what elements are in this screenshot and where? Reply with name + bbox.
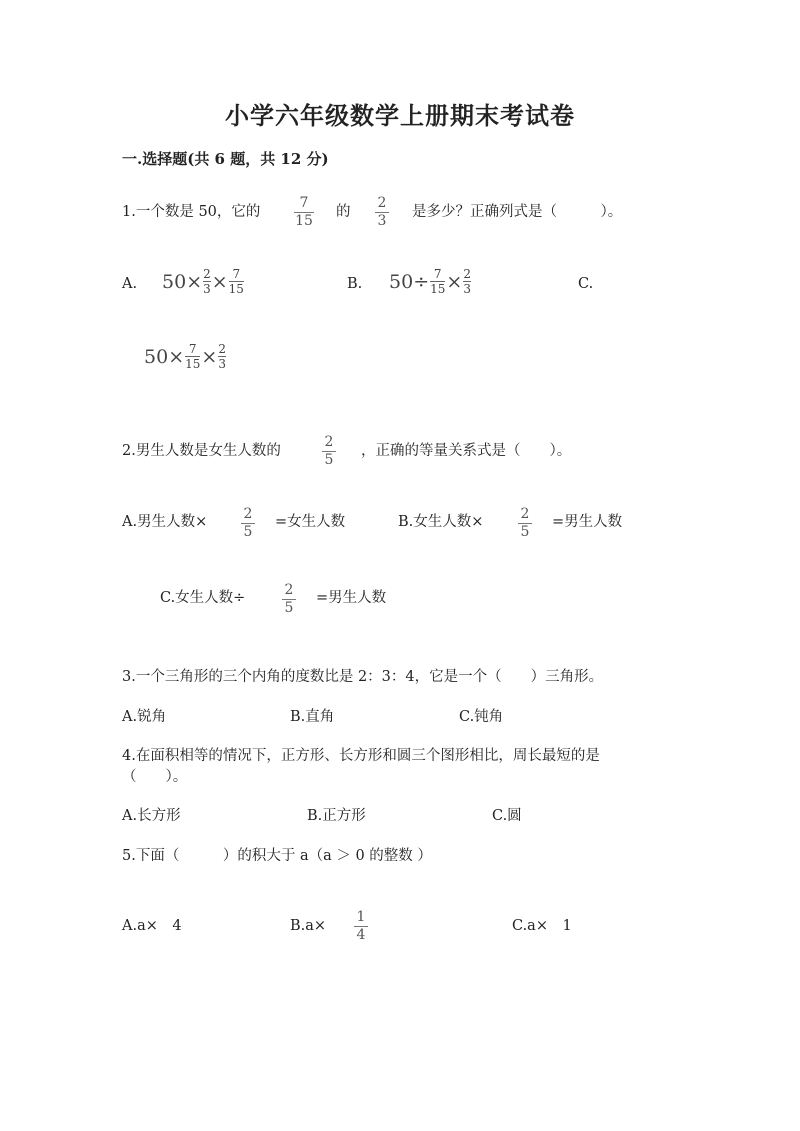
expr-operator: ×: [168, 345, 185, 368]
fraction-denominator: 5: [284, 600, 294, 616]
expr-operator: ×: [186, 270, 203, 293]
expr-fraction: [430, 268, 445, 295]
q2-text-part2: ，正确的等量关系式是（ ）。: [361, 443, 572, 459]
q4-text-line1: 4.在面积相等的情况下，正方形、长方形和圆三个图形相比，周长最短的是: [122, 748, 600, 764]
fraction-denominator: 4: [356, 927, 366, 943]
fraction-numerator: 1: [356, 909, 366, 925]
q1-text-part3: 是多少？正确列式是（ ）。: [412, 204, 623, 220]
fraction-denominator: 15: [430, 282, 446, 296]
fraction-numerator: 7: [232, 267, 241, 281]
q4-text-line2: （ ）。: [122, 769, 188, 785]
expr-number: 50: [144, 345, 169, 368]
fraction-numerator: 2: [377, 195, 387, 211]
fraction-numerator: 2: [203, 267, 211, 281]
fraction-denominator: 3: [377, 213, 387, 229]
expr-fraction: [218, 343, 226, 370]
fraction-numerator: 2: [520, 506, 530, 522]
q2-option-a-result: =女生人数: [275, 514, 346, 530]
fraction-numerator: 7: [433, 267, 442, 281]
expr-operator: ×: [446, 270, 463, 293]
fraction-numerator: 7: [299, 195, 309, 211]
q3-option-c: C.钝角: [459, 709, 504, 725]
q5-option-a: A.a× 4: [122, 918, 182, 934]
fraction-denominator: 3: [203, 282, 211, 296]
expr-fraction: [185, 343, 200, 370]
q1-option-b-label: B.: [347, 276, 363, 292]
expr-fraction: [203, 268, 211, 295]
expr-operator: ÷: [413, 270, 430, 293]
q3-text: 3.一个三角形的三个内角的度数比是 2：3：4，它是一个（ ）三角形。: [122, 669, 604, 685]
expr-number: 50: [162, 270, 187, 293]
fraction-numerator: 2: [218, 342, 226, 356]
q1-option-b-expression: [389, 268, 472, 295]
q1-option-c-expression: [144, 343, 227, 370]
q4-option-a: A.长方形: [122, 808, 181, 824]
q5-option-c: C.a× 1: [512, 918, 572, 934]
q1-option-a-label: A.: [122, 276, 138, 292]
q2-option-c-result: =男生人数: [316, 590, 387, 606]
fraction-denominator: 3: [218, 357, 226, 371]
fraction-numerator: 2: [284, 582, 294, 598]
q3-option-a: A.锐角: [122, 709, 167, 725]
q3-option-b: B.直角: [290, 709, 335, 725]
expr-fraction: [229, 268, 244, 295]
fraction-denominator: 5: [243, 524, 253, 540]
q1-option-c-label: C.: [578, 276, 594, 292]
expr-operator: ×: [211, 270, 228, 293]
q2-option-b-fraction: [518, 507, 532, 540]
fraction-numerator: 7: [188, 342, 197, 356]
fraction-denominator: 15: [185, 357, 201, 371]
q2-option-b-result: =男生人数: [552, 514, 623, 530]
q4-option-c: C.圆: [492, 808, 522, 824]
expr-fraction: [463, 268, 471, 295]
page-title: 小学六年级数学上册期末考试卷: [225, 101, 575, 130]
q2-fraction-2-5: [322, 435, 336, 468]
q5-text: 5.下面（ ）的积大于 a（a ＞ 0 的整数 ）: [122, 848, 432, 864]
fraction-numerator: 2: [324, 434, 334, 450]
fraction-denominator: 3: [463, 282, 471, 296]
expr-operator: ×: [201, 345, 218, 368]
q4-option-b: B.正方形: [307, 808, 366, 824]
fraction-denominator: 5: [520, 524, 530, 540]
q2-text-part1: 2.男生人数是女生人数的: [122, 443, 281, 459]
q2-option-c-text: C.女生人数÷: [160, 590, 246, 606]
fraction-numerator: 2: [463, 267, 471, 281]
q1-text-part2: 的: [336, 204, 351, 220]
fraction-numerator: 2: [243, 506, 253, 522]
q5-option-b: B.a×: [290, 918, 327, 934]
q2-option-b-text: B.女生人数×: [398, 514, 484, 530]
q1-text-part1: 1.一个数是 50，它的: [122, 204, 261, 220]
fraction-denominator: 5: [324, 452, 334, 468]
fraction-denominator: 15: [228, 282, 244, 296]
fraction-denominator: 15: [295, 213, 313, 229]
expr-number: 50: [389, 270, 414, 293]
q2-option-c-fraction: [282, 583, 296, 616]
section-heading: 一.选择题(共 6 题，共 12 分): [122, 150, 329, 168]
q1-option-a-expression: [162, 268, 245, 295]
q5-option-b-fraction: [354, 910, 368, 943]
q2-option-a-text: A.男生人数×: [122, 514, 208, 530]
q1-fraction-7-15: [294, 196, 314, 229]
q1-fraction-2-3: [375, 196, 389, 229]
q2-option-a-fraction: [241, 507, 255, 540]
